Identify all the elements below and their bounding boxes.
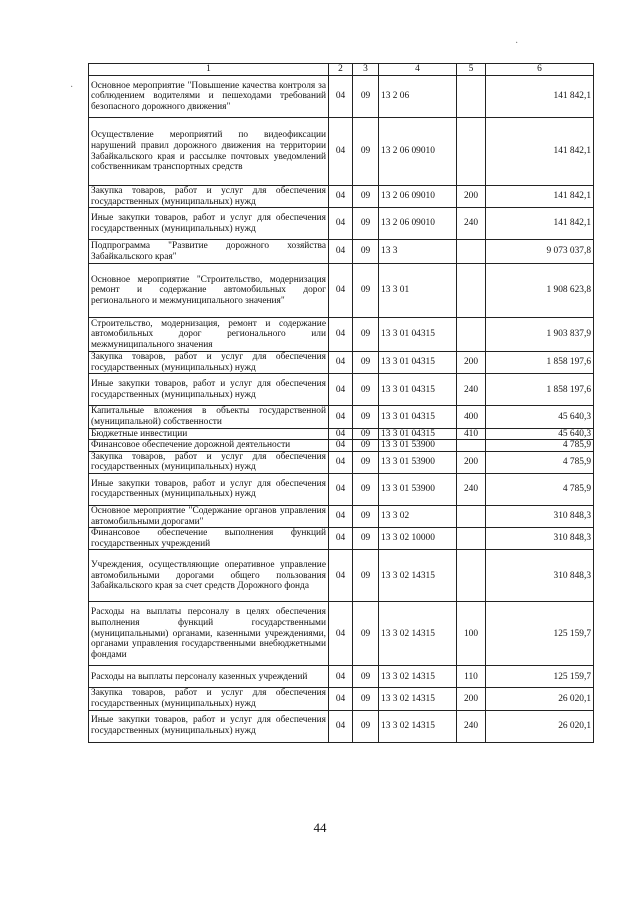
- row-expense-type: 200: [457, 688, 486, 710]
- column-header-subsection: 3: [353, 64, 379, 76]
- row-name: Закупка товаров, работ и услуг для обеспечения государственных (муниципальных) нужд: [89, 352, 329, 374]
- row-subsection: 09: [353, 374, 379, 406]
- row-target-article: 13 2 06 09010: [379, 186, 457, 208]
- row-amount: 45 640,3: [486, 428, 594, 440]
- table-row: [89, 550, 594, 602]
- row-section: 04: [329, 440, 353, 452]
- row-amount: 1 858 197,6: [486, 352, 594, 374]
- row-section: 04: [329, 602, 353, 666]
- table-row: [89, 186, 594, 208]
- row-section: 04: [329, 428, 353, 440]
- row-section: 04: [329, 352, 353, 374]
- row-name: Подпрограмма "Развитие дорожного хозяйства Забайкальского края": [89, 240, 329, 264]
- row-target-article: 13 3 01 04315: [379, 374, 457, 406]
- row-expense-type: [457, 264, 486, 318]
- row-amount: 310 848,3: [486, 505, 594, 527]
- row-target-article: 13 3 02 14315: [379, 710, 457, 742]
- row-target-article: 13 2 06: [379, 76, 457, 118]
- row-section: 04: [329, 240, 353, 264]
- table-row: [89, 688, 594, 710]
- row-target-article: 13 3: [379, 240, 457, 264]
- row-expense-type: [457, 118, 486, 186]
- row-name: Основное мероприятие "Повышение качества контроля за соблюдением водителями и пешеходами требований безопасного дорожного движения": [89, 76, 329, 118]
- row-amount: 1 908 623,8: [486, 264, 594, 318]
- row-amount: 1 903 837,9: [486, 318, 594, 352]
- row-amount: 141 842,1: [486, 208, 594, 240]
- table-row: [89, 528, 594, 550]
- row-amount: 141 842,1: [486, 118, 594, 186]
- row-expense-type: 410: [457, 428, 486, 440]
- row-target-article: 13 3 01 04315: [379, 352, 457, 374]
- table-row: [89, 208, 594, 240]
- row-subsection: 09: [353, 666, 379, 688]
- row-subsection: 09: [353, 440, 379, 452]
- row-section: 04: [329, 666, 353, 688]
- column-header-section: 2: [329, 64, 353, 76]
- row-name: Расходы на выплаты персоналу казенных учреждений: [89, 666, 329, 688]
- table-row: [89, 406, 594, 428]
- row-section: 04: [329, 76, 353, 118]
- row-name: Основное мероприятие "Строительство, модернизация ремонт и содержание автомобильных дорог регионального и межмуниципального значения": [89, 264, 329, 318]
- row-section: 04: [329, 451, 353, 473]
- row-amount: 45 640,3: [486, 406, 594, 428]
- table-row: [89, 666, 594, 688]
- row-subsection: 09: [353, 505, 379, 527]
- row-name: Иные закупки товаров, работ и услуг для обеспечения государственных (муниципальных) нужд: [89, 473, 329, 505]
- table-row: [89, 118, 594, 186]
- row-expense-type: [457, 240, 486, 264]
- page-number: 44: [313, 820, 327, 835]
- table-row: [89, 352, 594, 374]
- row-subsection: 09: [353, 118, 379, 186]
- row-amount: 310 848,3: [486, 550, 594, 602]
- row-expense-type: 200: [457, 352, 486, 374]
- row-target-article: 13 3 02: [379, 505, 457, 527]
- row-subsection: 09: [353, 428, 379, 440]
- row-subsection: 09: [353, 76, 379, 118]
- row-target-article: 13 3 01 53900: [379, 451, 457, 473]
- row-name: Финансовое обеспечение выполнения функций государственных учреждений: [89, 528, 329, 550]
- row-expense-type: 100: [457, 602, 486, 666]
- row-section: 04: [329, 550, 353, 602]
- row-section: 04: [329, 528, 353, 550]
- table-row: [89, 264, 594, 318]
- row-section: 04: [329, 710, 353, 742]
- row-amount: 4 785,9: [486, 440, 594, 452]
- row-target-article: 13 3 01 53900: [379, 473, 457, 505]
- row-expense-type: [457, 505, 486, 527]
- row-target-article: 13 2 06 09010: [379, 118, 457, 186]
- row-target-article: 13 2 06 09010: [379, 208, 457, 240]
- row-amount: 125 159,7: [486, 666, 594, 688]
- row-name: Бюджетные инвестиции: [89, 428, 329, 440]
- row-subsection: 09: [353, 688, 379, 710]
- row-expense-type: [457, 528, 486, 550]
- row-name: Основное мероприятие "Содержание органов управления автомобильными дорогами": [89, 505, 329, 527]
- row-expense-type: [457, 550, 486, 602]
- row-section: 04: [329, 374, 353, 406]
- row-subsection: 09: [353, 710, 379, 742]
- row-subsection: 09: [353, 602, 379, 666]
- row-subsection: 09: [353, 473, 379, 505]
- table-row: [89, 428, 594, 440]
- column-header-amount: 6: [486, 64, 594, 76]
- table-row: [89, 374, 594, 406]
- row-target-article: 13 3 01 04315: [379, 406, 457, 428]
- row-section: 04: [329, 473, 353, 505]
- row-target-article: 13 3 02 14315: [379, 550, 457, 602]
- row-amount: 9 073 037,8: [486, 240, 594, 264]
- table-row: [89, 318, 594, 352]
- row-name: Капитальные вложения в объекты государственной (муниципальной) собственности: [89, 406, 329, 428]
- row-name: Учреждения, осуществляющие оперативное управление автомобильными дорогами общего пользования Забайкальского края за счет средств Дорожного фонда: [89, 550, 329, 602]
- row-expense-type: 240: [457, 473, 486, 505]
- scan-mark: ·: [70, 82, 74, 93]
- scan-mark: ·: [515, 38, 519, 49]
- row-subsection: 09: [353, 550, 379, 602]
- row-expense-type: 240: [457, 374, 486, 406]
- row-amount: 26 020,1: [486, 688, 594, 710]
- row-expense-type: 200: [457, 186, 486, 208]
- row-amount: 26 020,1: [486, 710, 594, 742]
- row-subsection: 09: [353, 406, 379, 428]
- row-expense-type: [457, 76, 486, 118]
- row-target-article: 13 3 01 04315: [379, 318, 457, 352]
- row-section: 04: [329, 264, 353, 318]
- row-target-article: 13 3 02 14315: [379, 602, 457, 666]
- table-row: [89, 451, 594, 473]
- row-name: Закупка товаров, работ и услуг для обеспечения государственных (муниципальных) нужд: [89, 186, 329, 208]
- column-header-target-article: 4: [379, 64, 457, 76]
- row-expense-type: 240: [457, 710, 486, 742]
- row-section: 04: [329, 118, 353, 186]
- row-name: Финансовое обеспечение дорожной деятельности: [89, 440, 329, 452]
- row-amount: 1 858 197,6: [486, 374, 594, 406]
- row-subsection: 09: [353, 264, 379, 318]
- row-expense-type: 240: [457, 208, 486, 240]
- row-subsection: 09: [353, 352, 379, 374]
- row-subsection: 09: [353, 528, 379, 550]
- row-name: Осуществление мероприятий по видеофиксации нарушений правил дорожного движения на территории Забайкальского края и рассылке почтовых уведомлений собственникам транспортных средств: [89, 118, 329, 186]
- row-target-article: 13 3 02 14315: [379, 688, 457, 710]
- row-name: Закупка товаров, работ и услуг для обеспечения государственных (муниципальных) нужд: [89, 451, 329, 473]
- table-row: [89, 710, 594, 742]
- row-amount: 310 848,3: [486, 528, 594, 550]
- row-subsection: 09: [353, 240, 379, 264]
- row-subsection: 09: [353, 186, 379, 208]
- column-header-name: 1: [89, 64, 329, 76]
- row-target-article: 13 3 02 14315: [379, 666, 457, 688]
- row-name: Расходы на выплаты персоналу в целях обеспечения выполнения функций государственными (муниципальными) органами, казенными учреждениями, органами управления государственными внебюджетными фондами: [89, 602, 329, 666]
- row-expense-type: 110: [457, 666, 486, 688]
- row-section: 04: [329, 688, 353, 710]
- header-row: [89, 64, 594, 76]
- row-amount: 4 785,9: [486, 473, 594, 505]
- row-expense-type: [457, 440, 486, 452]
- row-name: Строительство, модернизация, ремонт и содержание автомобильных дорог регионального или межмуниципального значения: [89, 318, 329, 352]
- row-expense-type: [457, 318, 486, 352]
- row-name: Иные закупки товаров, работ и услуг для обеспечения государственных (муниципальных) нужд: [89, 374, 329, 406]
- row-target-article: 13 3 01: [379, 264, 457, 318]
- row-amount: 4 785,9: [486, 451, 594, 473]
- budget-table: [88, 63, 594, 743]
- row-name: Иные закупки товаров, работ и услуг для обеспечения государственных (муниципальных) нужд: [89, 710, 329, 742]
- row-amount: 141 842,1: [486, 186, 594, 208]
- row-subsection: 09: [353, 208, 379, 240]
- table-row: [89, 240, 594, 264]
- row-section: 04: [329, 186, 353, 208]
- table-row: [89, 505, 594, 527]
- row-section: 04: [329, 208, 353, 240]
- row-subsection: 09: [353, 451, 379, 473]
- row-subsection: 09: [353, 318, 379, 352]
- row-amount: 125 159,7: [486, 602, 594, 666]
- row-target-article: 13 3 01 04315: [379, 428, 457, 440]
- table-row: [89, 602, 594, 666]
- column-header-expense-type: 5: [457, 64, 486, 76]
- row-section: 04: [329, 505, 353, 527]
- row-section: 04: [329, 318, 353, 352]
- row-target-article: 13 3 01 53900: [379, 440, 457, 452]
- table-row: [89, 473, 594, 505]
- table-row: [89, 76, 594, 118]
- row-target-article: 13 3 02 10000: [379, 528, 457, 550]
- row-expense-type: 400: [457, 406, 486, 428]
- row-name: Иные закупки товаров, работ и услуг для обеспечения государственных (муниципальных) нужд: [89, 208, 329, 240]
- row-amount: 141 842,1: [486, 76, 594, 118]
- row-expense-type: 200: [457, 451, 486, 473]
- row-section: 04: [329, 406, 353, 428]
- row-name: Закупка товаров, работ и услуг для обеспечения государственных (муниципальных) нужд: [89, 688, 329, 710]
- table-row: [89, 440, 594, 452]
